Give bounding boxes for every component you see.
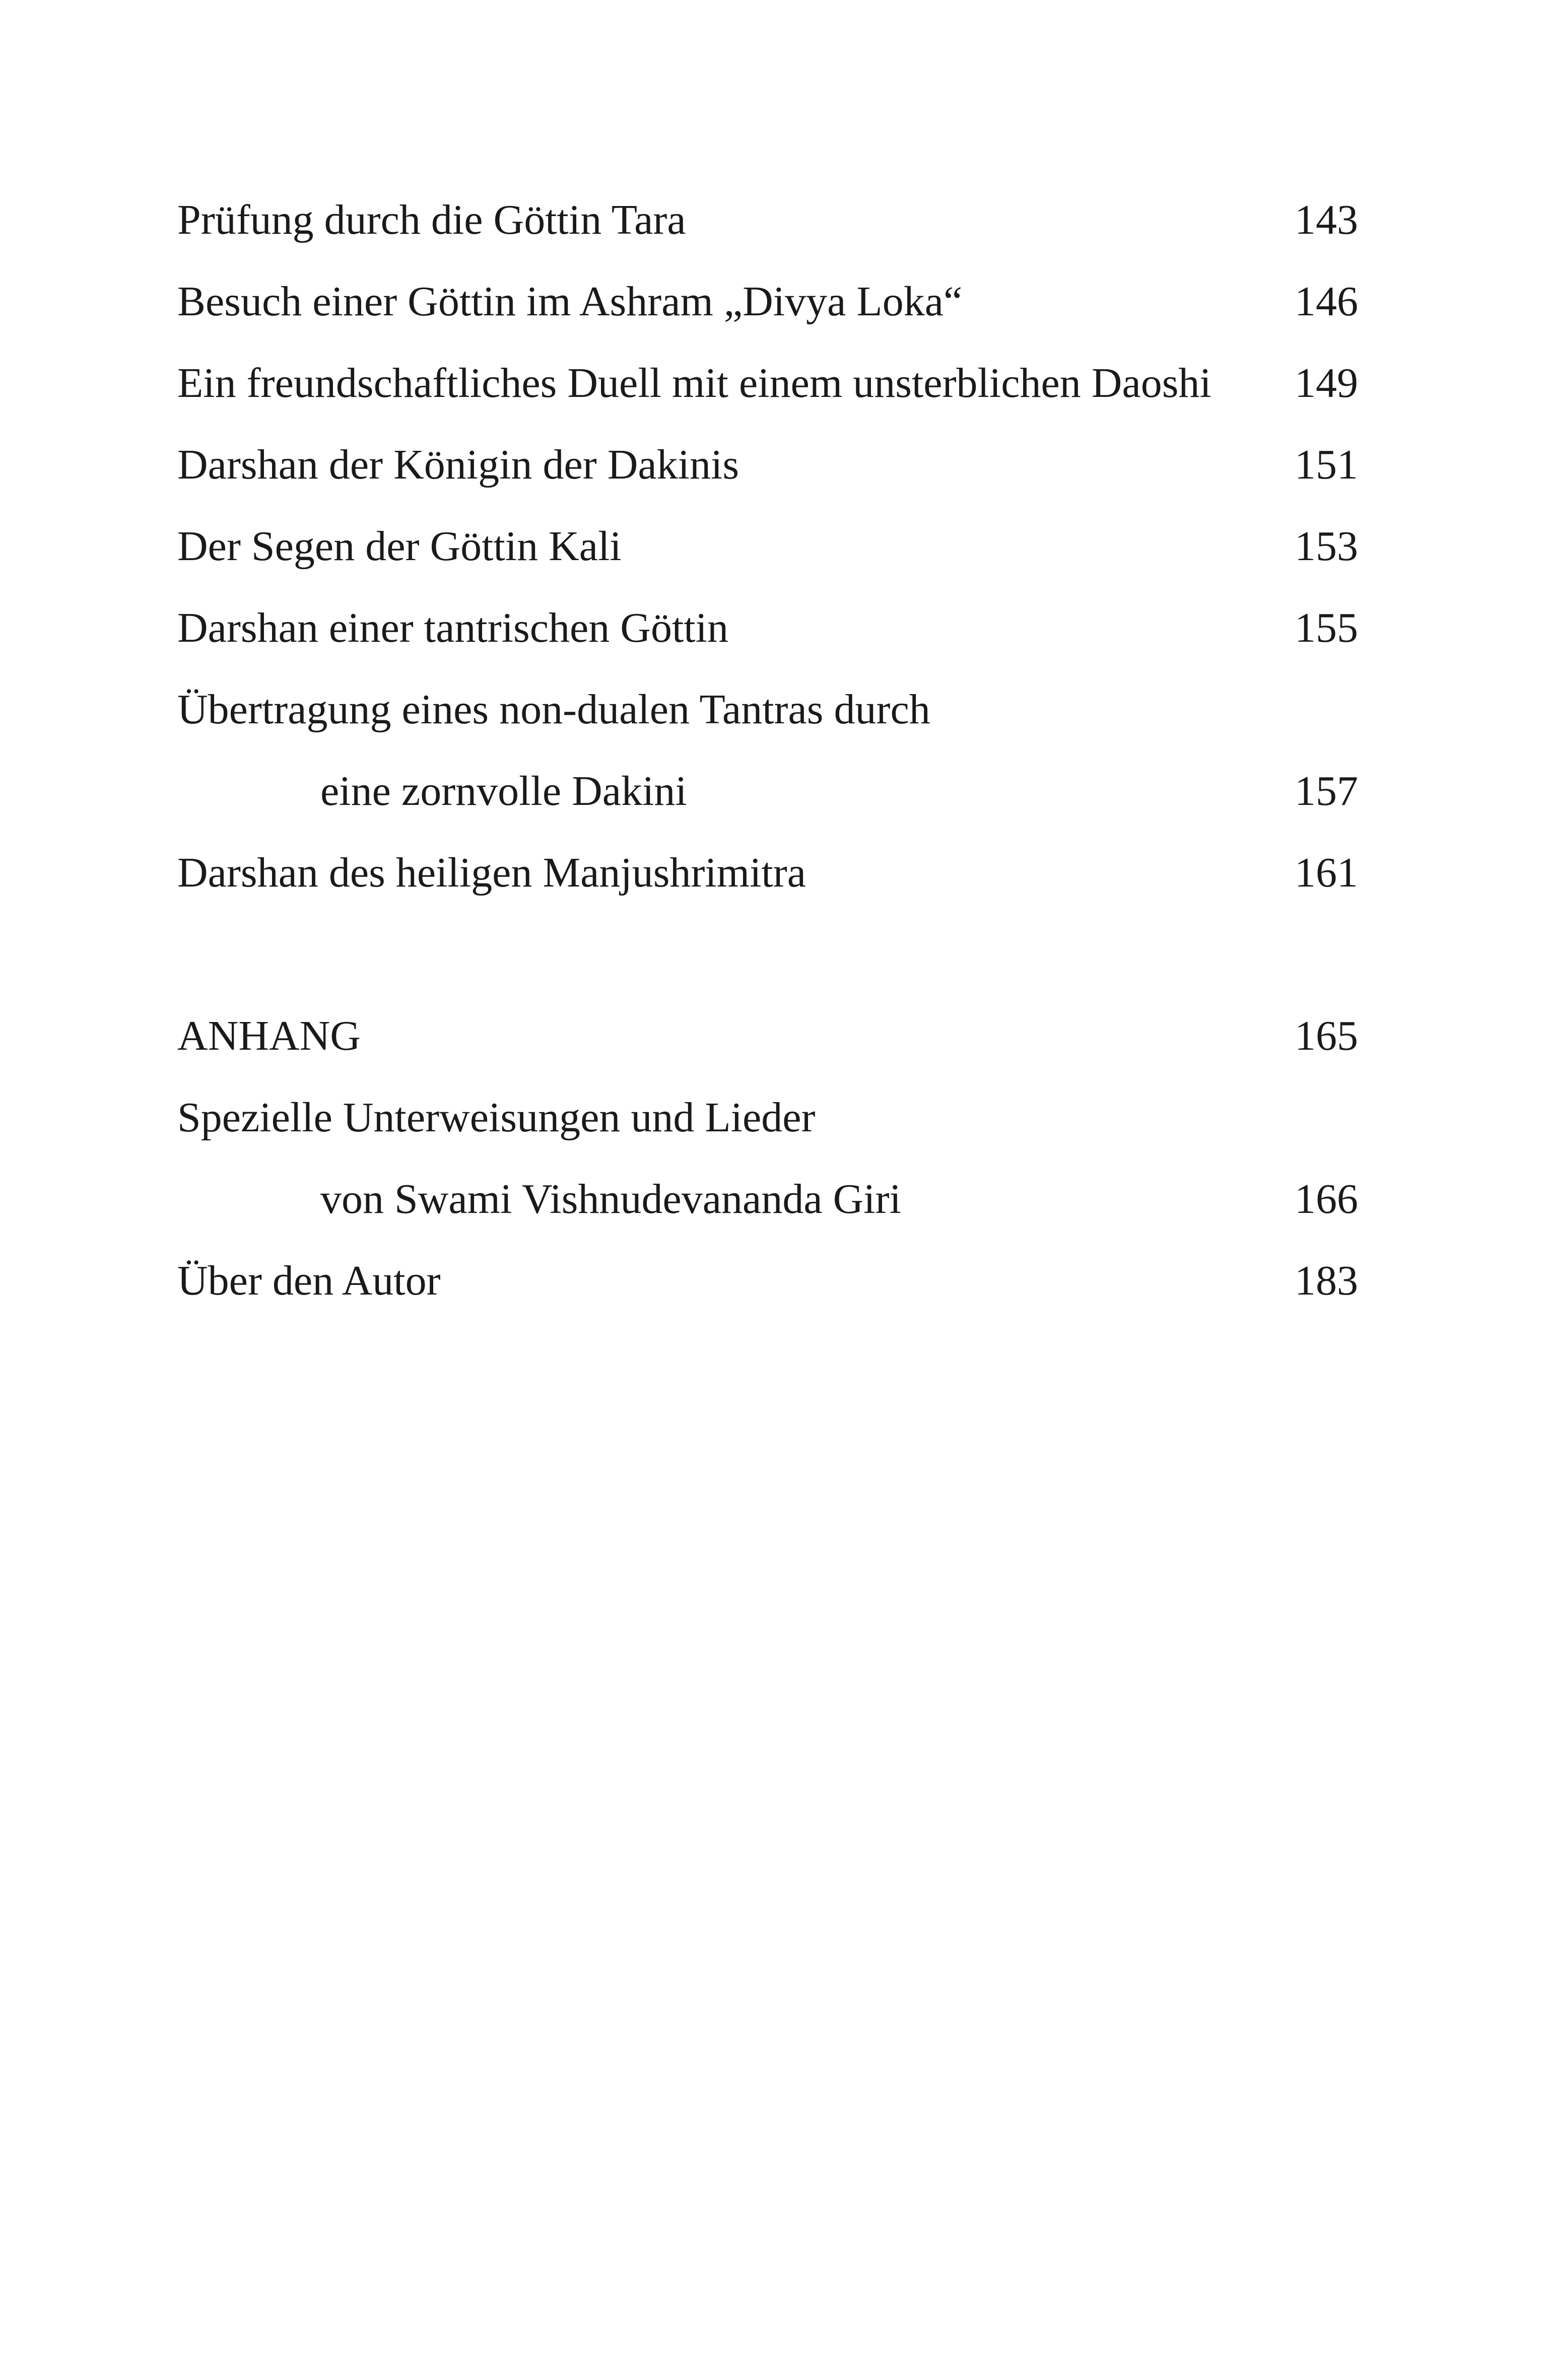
toc-entry-page: 143 [1295, 196, 1358, 243]
toc-entry-title: Der Segen der Göttin Kali [177, 523, 622, 570]
toc-entry-title: von Swami Vishnudevananda Giri [320, 1176, 901, 1222]
toc-entry-continuation [177, 761, 1358, 822]
toc-entry-title: Besuch einer Göttin im Ashram „Divya Loka“ [177, 278, 963, 325]
toc-entry-title: Darshan des heiligen Manjushrimitra [177, 849, 806, 896]
toc-entry-title: Prüfung durch die Göttin Tara [177, 196, 686, 243]
toc-entry-page: 151 [1295, 441, 1358, 488]
toc-entry-page: 155 [1295, 604, 1358, 651]
toc-entry-title: Spezielle Unterweisungen und Lieder [177, 1094, 816, 1141]
toc-entry-title: ANHANG [177, 1012, 361, 1059]
toc-entry-title: eine zornvolle Dakini [320, 768, 687, 814]
toc-entry [177, 435, 1358, 495]
toc-entry [177, 271, 1358, 332]
toc-entry-page: 166 [1295, 1176, 1358, 1222]
toc-entry-page: 157 [1295, 768, 1358, 814]
toc-entry-page: 153 [1295, 523, 1358, 570]
toc-entry-page: 146 [1295, 278, 1358, 325]
toc-entry [177, 190, 1358, 250]
toc-entry-title: Darshan einer tantrischen Göttin [177, 604, 728, 651]
toc-entry-page: 161 [1295, 849, 1358, 896]
toc-entry-continuation [177, 1169, 1358, 1230]
toc-entry-title: Ein freundschaftliches Duell mit einem unsterblichen Daoshi [177, 360, 1211, 406]
toc-entry-page: 165 [1295, 1012, 1358, 1059]
toc-entry [177, 1251, 1358, 1311]
toc-entry-title: Über den Autor [177, 1257, 441, 1304]
toc-entry [177, 1087, 1358, 1148]
toc-entry [177, 843, 1358, 903]
toc-entry [177, 353, 1358, 414]
toc-entry [177, 516, 1358, 577]
toc-section-heading [177, 1006, 1358, 1066]
toc-entry-page: 149 [1295, 360, 1358, 406]
toc-entry-title: Übertragung eines non-dualen Tantras durch [177, 686, 930, 733]
toc-entry-title: Darshan der Königin der Dakinis [177, 441, 739, 488]
toc-entry [177, 598, 1358, 658]
toc-entry [177, 679, 1358, 740]
toc-entry-page: 183 [1295, 1257, 1358, 1304]
